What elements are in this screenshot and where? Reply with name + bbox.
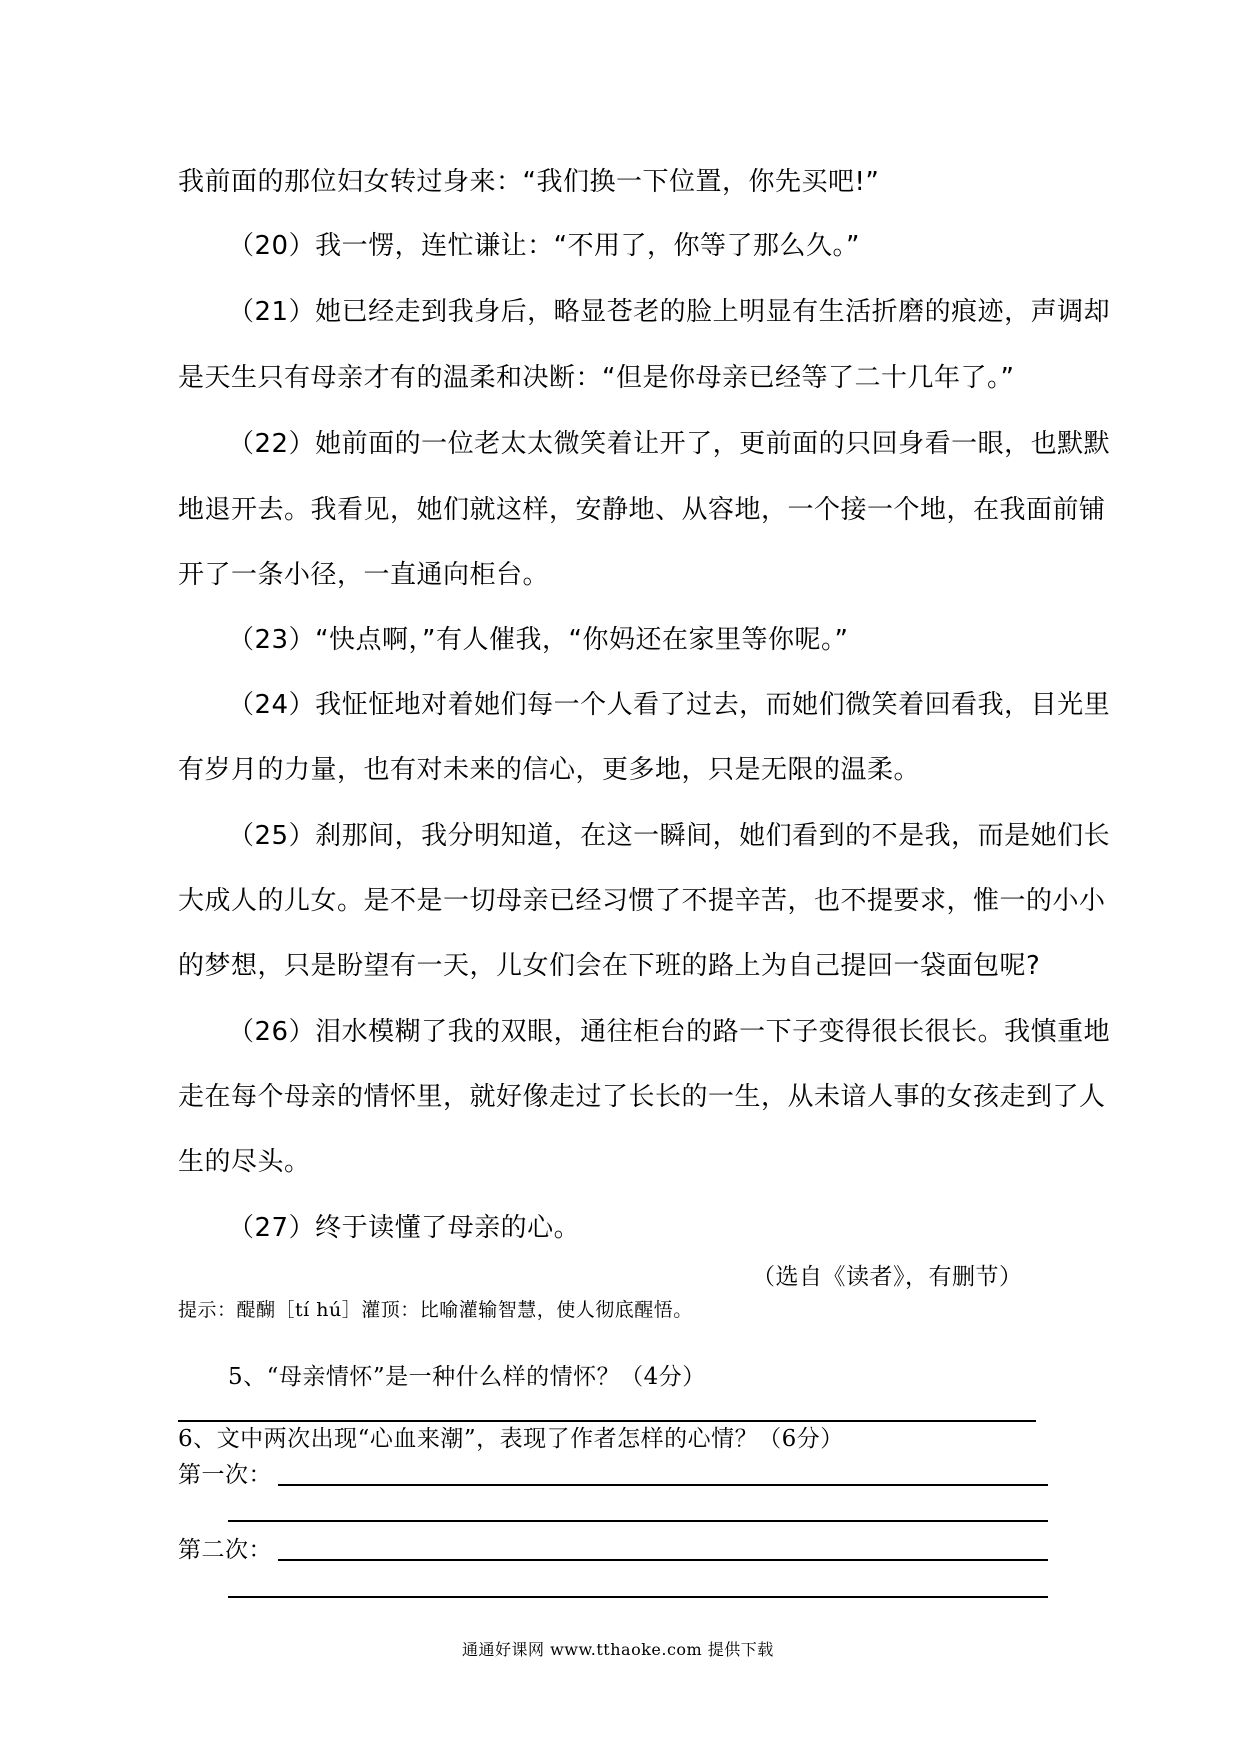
passage-line: 地退开去。我看见，她们就这样，安静地、从容地，一个接一个地，在我面前铺 <box>178 495 1106 525</box>
passage-line: 的梦想，只是盼望有一天，儿女们会在下班的路上为自己提回一袋面包呢? <box>178 951 1041 981</box>
question-6: 6、文中两次出现“心血来潮”，表现了作者怎样的心情？（6分） <box>178 1426 844 1452</box>
second-occurrence-label: 第二次： <box>178 1537 272 1563</box>
passage-line: 开了一条小径，一直通向柜台。 <box>178 560 550 590</box>
answer-line-first-1[interactable] <box>278 1484 1048 1486</box>
paragraph-27: （27）终于读懂了母亲的心。 <box>228 1213 581 1243</box>
vocabulary-hint: 提示：醍醐［tí hú］灌顶：比喻灌输智慧，使人彻底醒悟。 <box>178 1299 693 1321</box>
first-occurrence-label: 第一次： <box>178 1462 272 1488</box>
passage-line: 有岁月的力量，也有对未来的信心，更多地，只是无限的温柔。 <box>178 755 921 785</box>
passage-line: 生的尽头。 <box>178 1147 311 1177</box>
source-citation: （选自《读者》，有删节） <box>752 1264 1023 1290</box>
paragraph-22: （22）她前面的一位老太太微笑着让开了，更前面的只回身看一眼，也默默 <box>228 429 1111 459</box>
paragraph-20: （20）我一愣，连忙谦让：“不用了，你等了那么久。” <box>228 231 861 261</box>
answer-line-q5[interactable] <box>178 1420 1036 1422</box>
question-5: 5、“母亲情怀”是一种什么样的情怀？（4分） <box>228 1364 706 1390</box>
passage-line: 大成人的儿女。是不是一切母亲已经习惯了不提辛苦，也不提要求，惟一的小小 <box>178 886 1106 916</box>
passage-line: 我前面的那位妇女转过身来：“我们换一下位置，你先买吧!” <box>178 167 880 197</box>
answer-line-second-2[interactable] <box>228 1596 1048 1598</box>
passage-line: 是天生只有母亲才有的温柔和决断：“但是你母亲已经等了二十几年了。” <box>178 363 1015 393</box>
answer-line-second-1[interactable] <box>278 1559 1048 1561</box>
paragraph-25: （25）刹那间，我分明知道，在这一瞬间，她们看到的不是我，而是她们长 <box>228 821 1111 851</box>
footer-credit: 通通好课网 www.tthaoke.com 提供下载 <box>462 1640 774 1659</box>
paragraph-23: （23）“快点啊，”有人催我，“你妈还在家里等你呢。” <box>228 625 849 655</box>
paragraph-21: （21）她已经走到我身后，略显苍老的脸上明显有生活折磨的痕迹，声调却 <box>228 297 1111 327</box>
answer-line-first-2[interactable] <box>228 1520 1048 1522</box>
paragraph-24: （24）我怔怔地对着她们每一个人看了过去，而她们微笑着回看我，目光里 <box>228 690 1111 720</box>
paragraph-26: （26）泪水模糊了我的双眼，通往柜台的路一下子变得很长很长。我慎重地 <box>228 1017 1111 1047</box>
passage-line: 走在每个母亲的情怀里，就好像走过了长长的一生，从未谙人事的女孩走到了人 <box>178 1082 1106 1112</box>
